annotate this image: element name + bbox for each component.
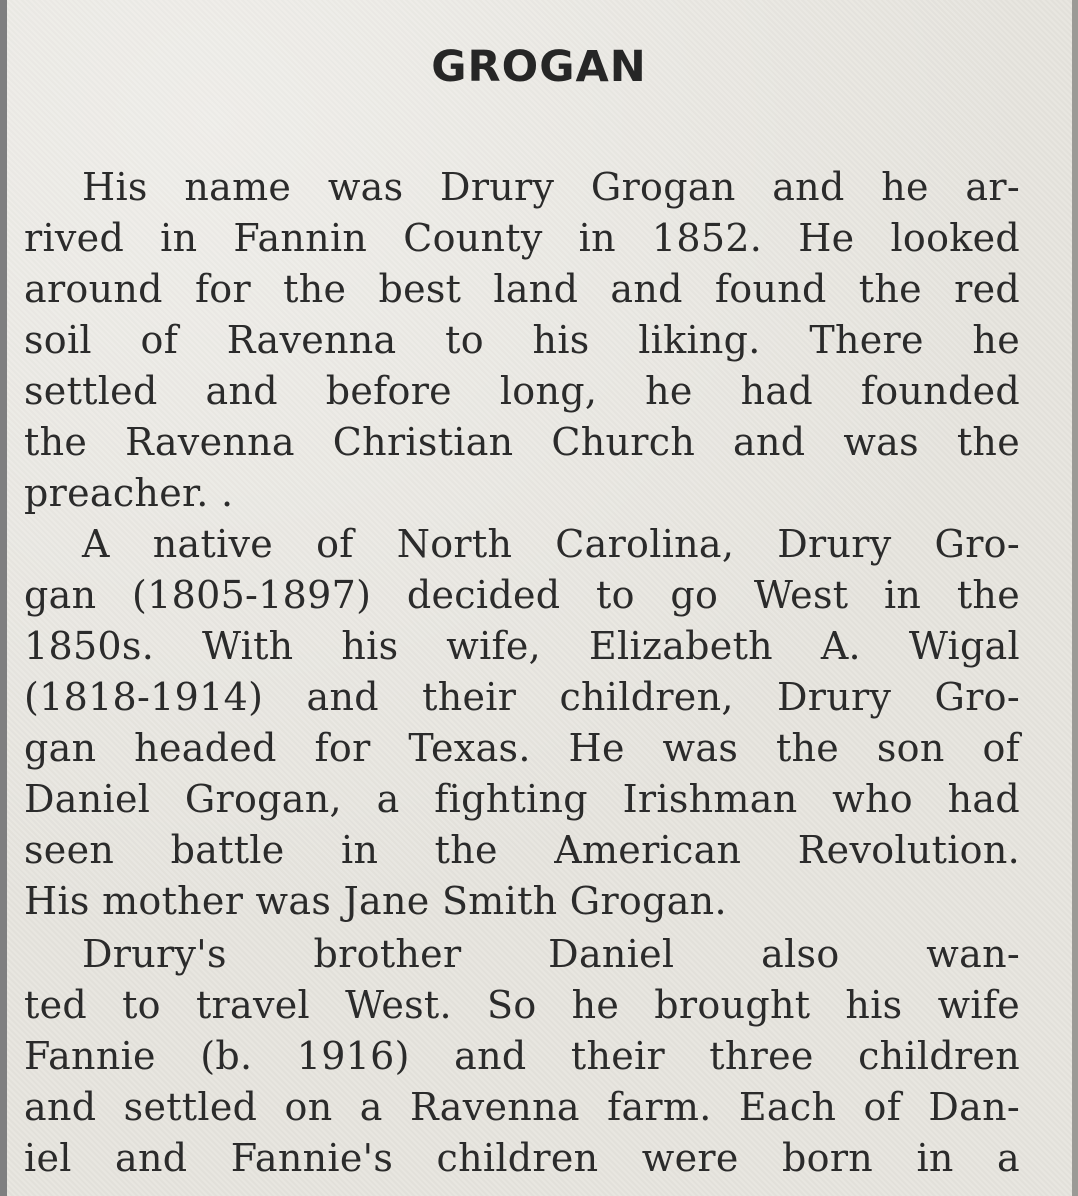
text-line: Fannie (b. 1916) and their three children xyxy=(24,1034,1020,1078)
text-line: His mother was Jane Smith Grogan. xyxy=(24,879,727,923)
text-line: A native of North Carolina, Drury Gro- xyxy=(82,522,1020,566)
text-line: 1850s. With his wife, Elizabeth A. Wigal xyxy=(24,624,1020,668)
scan-edge-left xyxy=(0,0,7,1196)
text-line: rived in Fannin County in 1852. He looked xyxy=(24,216,1020,260)
text-line: seen battle in the American Revolution. xyxy=(24,828,1020,872)
text-line: settled and before long, he had founded xyxy=(24,369,1020,413)
text-line: gan headed for Texas. He was the son of xyxy=(24,726,1020,770)
text-line: ted to travel West. So he brought his wife xyxy=(24,983,1020,1027)
text-line: around for the best land and found the red xyxy=(24,267,1020,311)
text-line: preacher. . xyxy=(24,471,234,515)
text-line: iel and Fannie's children were born in a xyxy=(24,1136,1020,1180)
text-line: (1818-1914) and their children, Drury Gro- xyxy=(24,675,1020,719)
scan-edge-right xyxy=(1072,0,1078,1196)
text-line: Drury's brother Daniel also wan- xyxy=(82,932,1020,976)
text-line: the Ravenna Christian Church and was the xyxy=(24,420,1020,464)
text-line: gan (1805-1897) decided to go West in the xyxy=(24,573,1020,617)
text-line: His name was Drury Grogan and he ar- xyxy=(82,165,1020,209)
text-line: soil of Ravenna to his liking. There he xyxy=(24,318,1020,362)
text-line: and settled on a Ravenna farm. Each of Dan- xyxy=(24,1085,1020,1129)
article-title: GROGAN xyxy=(431,42,647,92)
text-line: Daniel Grogan, a fighting Irishman who had xyxy=(24,777,1020,821)
